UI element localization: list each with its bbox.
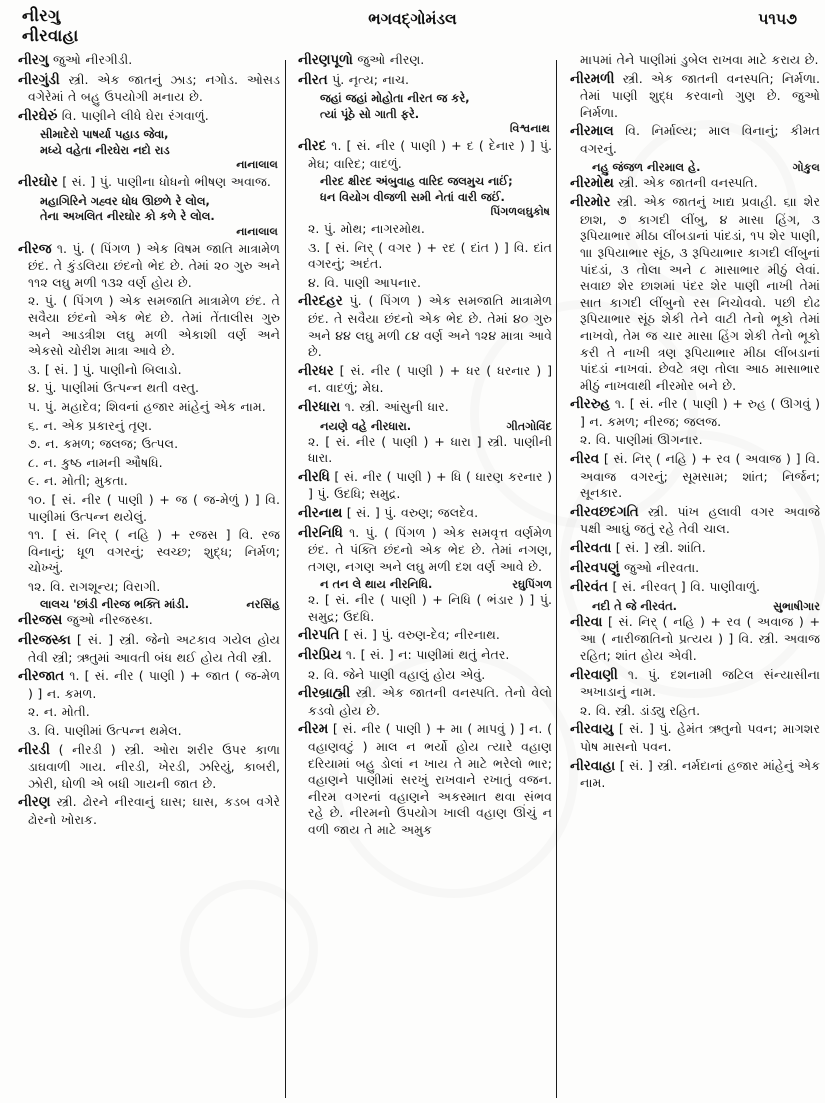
entry-definition: ૧. [ સં. ] ન: પાણીમાં થતું નેતર. <box>341 647 510 663</box>
entry-headword: નીરપતિ <box>298 628 340 644</box>
quotation-with-source <box>18 597 280 612</box>
entry-definition: જુઓ નીરણ. <box>352 52 425 67</box>
entry-headword: નીરધારા <box>298 399 341 415</box>
entry-definition: ( નીરડી ) સ્ત્રી. ઓરા શરીર ઉપર કાળા ડાઘવાળી ગાય. નીરડી, ખેરડી, ઝરિયું, કાબરી, ઝોરી, ધોળી એ બધી ગાયની જાત છે. <box>28 741 280 791</box>
entry-definition: સ્ત્રી. પાંખ હલાવી વગર અવાજે પક્ષી આઘું જતું રહે તેવી ચાલ. <box>580 503 820 537</box>
entry-headword: નીરગુ <box>18 53 49 68</box>
entry-headword: નીરઘોર <box>18 175 58 191</box>
dictionary-entry <box>298 52 552 70</box>
entry-headword: નીરધર <box>298 363 334 379</box>
entry-headword: નીરત <box>298 72 328 88</box>
entry-headword: નીરબ્રાહ્મી <box>298 686 351 702</box>
entry-definition: સ્ત્રી. એક જાતની વનસ્પતિ. <box>613 174 758 190</box>
entry-headword: નીરવાયુ <box>570 722 614 738</box>
entry-sense: ૪. પું. પાણીમાં ઉત્પન્ન થતી વસ્તુ. <box>28 380 200 396</box>
entry-sense: ૧૧. [ સં. નિર્ ( નહિ ) + રજસ ] વિ. રજ વિનાનું; ધૂળ વગરનું; સ્વચ્છ; શુદ્ધ; નિર્મળ; ચોખ્ખું. <box>28 527 280 576</box>
dictionary-entry <box>298 72 552 90</box>
entry-definition: સ્ત્રી. એક જાતની વનસ્પતિ; નિર્મળા. તેમાં પાણી શુદ્ધ કરવાનો ગુણ છે. જુઓ નિર્મળા. <box>580 70 820 120</box>
column-divider <box>285 60 286 1098</box>
quotation-source: ગોકુલ <box>792 160 820 174</box>
quotation-source: રઘુપિંગળ <box>512 578 552 592</box>
entry-sense: ૬. ન. એક પ્રકારનું તૃણ. <box>28 417 153 433</box>
dictionary-entry <box>570 396 820 430</box>
dictionary-entry <box>18 52 280 70</box>
entry-sense: ૨. [ સં. નીર ( પાણી ) + ધારા ] સ્ત્રી. પાણીની ધારા. <box>308 433 552 466</box>
entry-sense: ૯. ન. મોતી; મુકતા. <box>28 473 128 489</box>
entry-definition: [ સં. ] પું. વરુણ-દેવ; નીરનાથ. <box>339 627 500 643</box>
quotation-line: સીમાદેરો પાષર્યા પહાડ જેવા, <box>40 127 169 142</box>
entry-definition: [ સં. ] સ્ત્રી. જેનો અટકાવ ગયેલ હોય તેવી સ્ત્રી; ઋતુમાં આવતી બંધ થઈ હોય તેવી સ્ત્રી. <box>28 632 280 665</box>
dictionary-entry <box>298 469 552 503</box>
entry-definition: જુઓ નીરવતા. <box>619 559 700 575</box>
entry-headword: નીરવછદગતિ <box>570 504 639 520</box>
entry-headword: નીરમોથ <box>570 175 614 191</box>
dictionary-entry <box>298 505 552 523</box>
entry-headword: નીરવંત <box>570 580 608 596</box>
quotation-source: નાનાલાલ <box>236 158 278 172</box>
dictionary-entry <box>18 742 280 793</box>
entry-headword: નીરરુહ <box>570 397 611 413</box>
quotation-line: તેના અખલિત નીરઘોર કો કળે રે લોલ. <box>40 209 215 224</box>
entry-headword: નીરણ <box>18 795 51 811</box>
entry-definition: વિ. નિર્માલ્ય; માલ વિનાનું; કીમત વગરનું. <box>580 123 820 156</box>
dictionary-entry <box>18 794 280 828</box>
entry-definition: ૧. સ્ત્રી. આંસુની ધાર. <box>340 398 449 414</box>
entry-sense: ૪. વિ. પાણી આપનાર. <box>308 274 422 290</box>
dictionary-entry <box>570 758 820 792</box>
quotation-line: લાલચ 'છાંડી નીરજ ભક્તિ માંડી. <box>40 597 190 612</box>
quotation-line: નહુ જંજળ નીરમાલ હે. <box>592 159 701 174</box>
entry-definition: જુઓ નીરગીડી. <box>48 52 133 67</box>
dictionary-entry <box>298 721 552 838</box>
entry-headword: નીરપ્રિય <box>298 648 342 664</box>
page-header <box>0 0 825 48</box>
dictionary-entry <box>298 525 552 576</box>
dictionary-entry <box>570 194 820 394</box>
dictionary-entry <box>18 108 280 126</box>
quotation-with-source <box>298 577 552 592</box>
entry-definition: ૧. [ સં. નીર ( પાણી ) + જાત ( જ-મેળ ) ] ન. કમળ. <box>28 668 280 701</box>
entry-definition: ૧. પું. ( પિંગળ ) એક વિષમ જાતિ માત્રામેળ છંદ. તે કુંડલિયા છંદનો ભેદ છે. તેમાં ૨૦ ગુરુ અને ૧૧૨ લઘુ મળી ૧૩૨ વર્ણ હોય છે. <box>28 240 280 290</box>
dictionary-entry <box>570 540 820 558</box>
entry-sense: ૨. વિ. જેને પાણી વહાલું હોય એવું. <box>308 666 486 682</box>
column-divider <box>556 60 557 1098</box>
quotation-line: ન તન લે થાય નીરનિધિ. <box>320 577 433 592</box>
entry-definition: ૧. પું. ( પિંગળ ) એક સમવૃત્ત વર્ણમેળ છંદ. તે પંક્તિ છંદનો એક ભેદ છે. તેમાં નગણ, તગણ, નગણ અને લઘુ મળી દશ વર્ણ આવે છે. <box>308 524 552 574</box>
quotation-line: મધ્યે વહેતા નીરઘેરા નદો રાડ <box>40 142 170 157</box>
text-column-1 <box>18 52 280 1098</box>
dictionary-entry <box>298 363 552 397</box>
entry-sense: ૨. વિ. પાણીમાં ઊગનાર. <box>580 432 703 448</box>
entry-headword: નીરનિધિ <box>298 525 343 541</box>
text-column-2 <box>290 52 552 1098</box>
dictionary-entry <box>570 504 820 538</box>
entry-sense: ૭. ન. કમળ; જલજ; ઉત્પલ. <box>28 436 179 452</box>
entry-sense: ૨. [ સં. નીર ( પાણી ) + નિધિ ( ભંડાર ) ] પું. સમુદ્ર; ઉદધિ. <box>308 592 552 624</box>
entry-headword: નીરધિ <box>298 469 330 485</box>
entry-definition: [ સં. ] પું. પાણીના ધોધનો ભીષણ અવાજ. <box>57 174 271 190</box>
dictionary-entry <box>18 241 280 292</box>
quotation-line: મહાગિરિને ગહ્વર ધોધ ઊછળે રે લોલ, <box>40 193 210 208</box>
entry-headword: નીરવ <box>570 452 600 468</box>
entry-definition: ૧. [ સં. નીર ( પાણી ) + રુહ ( ઊગવું ) ] ન. કમળ; નીરજ; જલજ. <box>580 396 820 429</box>
quotation-block <box>298 174 552 205</box>
entry-headword: નીરદ <box>298 139 327 154</box>
entry-sense: ૫. પું. મહાદેવ; શિવનાં હજાર માંહેનું એક નામ. <box>28 398 266 414</box>
entry-sense: માપમાં તેને પાણીમાં ડુબેલ રાખવા માટે કરાય છે. <box>580 52 819 67</box>
entry-definition: [ સં. નીરવત્ ] વિ. પાણીવાળું. <box>607 579 760 595</box>
quotation-source: નાનાલાલ <box>236 224 278 238</box>
entry-headword: નીરજાત <box>18 669 65 685</box>
entry-definition: [ સં. ] પું. હેમંત ઋતુનો પવન; માગશર પોષ માસનો પવન. <box>580 721 820 754</box>
entry-sense: ૮. ન. કુષ્ઠ નામની ઔષધિ. <box>28 454 163 470</box>
entry-headword: નીરમાલ <box>570 124 614 140</box>
entry-headword: નીરણપૂળો <box>298 53 353 68</box>
entry-sense: ૨. પું. મોથ; નાગરમોથ. <box>308 221 425 236</box>
entry-headword: નીરડી <box>18 742 50 758</box>
dictionary-entry <box>298 627 552 645</box>
entry-headword: નીરવાણી <box>570 667 618 683</box>
quotation-line: નદી તે જે નીરવંત. <box>592 598 677 613</box>
dictionary-entry <box>570 721 820 755</box>
dictionary-entry <box>570 579 820 597</box>
entry-headword: નીરજસ્કા <box>18 633 71 649</box>
dictionary-entry <box>298 293 552 360</box>
entry-sense: ૨. ન. મોતી. <box>28 704 90 720</box>
dictionary-entry <box>570 614 820 665</box>
quotation-with-source <box>570 599 820 614</box>
running-head-first-word: નીરગુ <box>22 6 61 25</box>
entry-headword: નીરમળી <box>570 71 615 87</box>
dictionary-entry <box>18 632 280 666</box>
entry-headword: નીરવા <box>570 614 603 630</box>
dictionary-entry <box>18 668 280 702</box>
entry-sense: ૩. વિ. પાણીમાં ઉત્પન્ન થમેલ. <box>28 723 182 739</box>
quotation-block <box>298 91 552 122</box>
entry-headword: નીરજસ <box>18 613 63 629</box>
entry-definition: સ્ત્રી. એક જાતની વનસ્પતિ. તેનો વેલો કડવો હોય છે. <box>308 685 552 718</box>
entry-definition: સ્ત્રી. ઢોરને નીરવાનું ઘાસ; ઘાસ, કડબ વગેરે ઢોરનો ખોરાક. <box>28 794 280 827</box>
dictionary-entry <box>298 685 552 719</box>
entry-sense: ૨. પું. ( પિંગળ ) એક સમજાતિ માત્રામેળ છંદ. તે સવૈયા છંદનો એક ભેદ છે. તેમાં તેંતાલીસ ગુરુ અને આડત્રીશ લઘુ મળી એકાશી વર્ણ અને એકસો ચોરીશ માત્રા આવે છે. <box>28 293 280 359</box>
entry-definition: પું. ( પિંગળ ) એક સમજાતિ માત્રામેળ છંદ. તે સવૈયા છંદનો એક ભેદ છે. તેમાં ૪૦ ગુરુ અને ૪૪ લઘુ મળી ૮૪ વર્ણ અને ૧૨૪ માત્રા આવે છે. <box>308 293 552 360</box>
dictionary-entry <box>570 123 820 157</box>
page-title: ભગવદ્ગોમંડલ <box>368 10 457 28</box>
quotation-block <box>18 127 280 158</box>
entry-definition: [ સં. નીર ( પાણી ) + મા ( માપવું ) ] ન. ( વહાણવટું ) માલ ન ભર્યો હોય ત્યારે વહાણ દરિયામાં બહુ ડોલાં ન ખાય તે માટે ભરેલો ભાર; વહાણને પાણીમાં સરખું રાખવાને રખાતું વજન. નીરમ વગરનાં વહાણને અકસ્માત થવા સંભવ રહે છે. નીરમનો ઉપયોગ ખાલી વહાણ ઊંચું ન વળી જાય તે માટે અમુક <box>308 721 552 837</box>
quotation-line: નયણે વહે નીરધારા. <box>320 418 412 433</box>
entry-headword: નીરઘેરું <box>18 108 58 124</box>
entry-definition: [ સં. ] સ્ત્રી. શાંતિ. <box>611 540 706 556</box>
quotation-source: નરસિંહ <box>246 598 280 612</box>
entry-headword: નીરદહર <box>298 294 343 310</box>
dictionary-entry <box>18 72 280 106</box>
dictionary-entry <box>18 174 280 192</box>
entry-sense: ૩. [ સં. નિર્ ( વગર ) + રદ ( દાંત ) ] વિ. દાંત વગરનું; અદંત. <box>308 239 552 272</box>
entry-definition: [ સં. નિર્ ( નહિ ) + રવ ( અવાજ ) + આ ( નારીજાતિનો પ્રત્યય ) ] વિ. સ્ત્રી. અવાજ રહિત; શાંત હોય એવી. <box>580 613 820 663</box>
entry-sense: ૧૦. [ સં. નીર ( પાણી ) + જ ( જ-મેળું ) ] વિ. પાણીમાં ઉત્પન્ન થયેલું. <box>28 491 280 524</box>
entry-definition: જુઓ નીરજસ્કા. <box>62 612 153 628</box>
quotation-source: સુભાષીગાર <box>773 599 820 613</box>
entry-headword: નીરવાહા <box>570 758 616 774</box>
entry-definition: [ સં. ] પું. વરુણ; જલદેવ. <box>342 504 479 520</box>
entry-definition: [ સં. નીર ( પાણી ) + ધર ( ધરનાર ) ] ન. વાદળું; મેઘ. <box>308 362 552 396</box>
quotation-source: ગીતગોવિંદ <box>506 419 552 433</box>
running-head-last-word: નીરવાહા <box>22 26 79 45</box>
quotation-line: ત્યાં પૂંઠે સો ગાતી ફરે. <box>320 106 420 121</box>
entry-headword: નીરજ <box>18 241 52 257</box>
dictionary-entry <box>18 612 280 630</box>
entry-headword: નીરમોર <box>570 195 611 211</box>
quotation-source: વિશ્વનાથ <box>509 122 550 135</box>
page-number: ૫૧૫૭ <box>758 10 797 28</box>
entry-definition: [ સં. ] સ્ત્રી. નર્મદાનાં હજાર માંહેનું એક નામ. <box>580 757 820 791</box>
entry-definition: સ્ત્રી. એક જાતનું ઝાડ; નગોડ. ઓસડ વગેરેમાં તે બહુ ઉપયોગી મનાય છે. <box>28 71 280 105</box>
dictionary-entry <box>570 451 820 502</box>
text-column-3 <box>562 52 820 1098</box>
entry-definition: [ સં. નિર્ ( નહિ ) + રવ ( અવાજ ) ] વિ. અવાજ વગરનું; સૂમસામ; શાંત; નિર્જન; સૂનકાર. <box>580 451 820 501</box>
entry-definition: [ સં. નીર ( પાણી ) + ધિ ( ધારણ કરનાર ) ] પું. ઉદધિ; સમુદ્ર. <box>308 468 552 502</box>
dictionary-entry <box>570 71 820 122</box>
dictionary-entry <box>298 138 552 172</box>
entry-definition: ૧. પું. દશનામી જટિલ સંન્યાસીના અખાડાનું નામ. <box>580 666 820 700</box>
entry-headword: નીરગુંડી <box>18 72 60 88</box>
quotation-source: પિંગળલઘુકોષ <box>490 205 550 218</box>
entry-sense: ૨. વિ. સ્ત્રી. ડાંડ્યુ રહિત. <box>580 702 701 718</box>
entry-headword: નીરમ <box>298 722 329 738</box>
entry-definition: વિ. પાણીને લીધે ઘેરા રંગવાળું. <box>57 107 209 123</box>
entry-sense: ૧૨. વિ. રાગશૂન્ય; વિરાગી. <box>28 578 161 594</box>
entry-definition: પું. નૃત્ય; નાચ. <box>327 71 410 87</box>
quotation-block <box>18 194 280 225</box>
dictionary-entry <box>298 647 552 665</box>
quotation-with-source <box>298 419 552 434</box>
entry-headword: નીરવપણું <box>570 560 620 576</box>
column-container <box>0 52 825 1098</box>
quotation-line: જહાં જહાં મોહોતા નીરત જ કરે, <box>320 91 470 106</box>
entry-definition: ૧. [ સં. નીર ( પાણી ) + દ ( દેનાર ) ] પું. મેઘ; વારિદ; વાદળું. <box>308 138 552 171</box>
entry-headword: નીરનાથ <box>298 505 343 521</box>
quotation-with-source <box>570 160 820 175</box>
quotation-line: ધન વિયોગ વીજળી સમી નેતાં વારી જઈં. <box>320 189 505 204</box>
entry-sense: ૩. [ સં. ] પું. પાણીનો બિલાડો. <box>28 361 182 377</box>
entry-definition: સ્ત્રી. એક જાતનું ખાદ્ય પ્રવાહી. ૬॥ શેર છાશ, ૭ કાગદી લીંબુ, ૪ માસા હિંગ, ૩ રૂપિયાભાર મીઠા લીંબડાનાં પાંદડાં, ૧૫ શેર પાણી, ૧॥ રૂપિયાભાર સૂંઠ, ૩ રૂપિયાભાર કાગદી લીંબુનાં પાંદડાં, ૩ તોલા અને ૮ માસાભાર મીઠું લેવાં. સવાછ શેર છાશમાં પંદર શેર પાણી નાખી તેમાં સાત કાગદી લીંબુનો રસ નિચોવવો. પછી દોઢ રૂપિયાભાર સૂંઠ શેકી તેને વાટી તેનો ભૂકો તેમાં નાખવો, તેમ જ ચાર માસા હિંગ શેકી તેનો ભૂકો કરી તે નાખી ત્રણ રૂપિયાભાર મીઠા લીંબડાનાં પાંદડાં નાખવાં. છેવટે ત્રણ તોલા આઠ માસાભાર મીઠું નાખવાથી નીરમોર બને છે. <box>580 194 820 393</box>
dictionary-entry <box>570 175 820 193</box>
quotation-line: નીરદ ક્ષીરદ અંબુવાહ વારિદ જલમુચ નાઈં; <box>320 174 513 189</box>
dictionary-entry <box>570 560 820 578</box>
dictionary-entry <box>298 399 552 417</box>
entry-headword: નીરવતા <box>570 541 612 557</box>
dictionary-entry <box>570 667 820 701</box>
